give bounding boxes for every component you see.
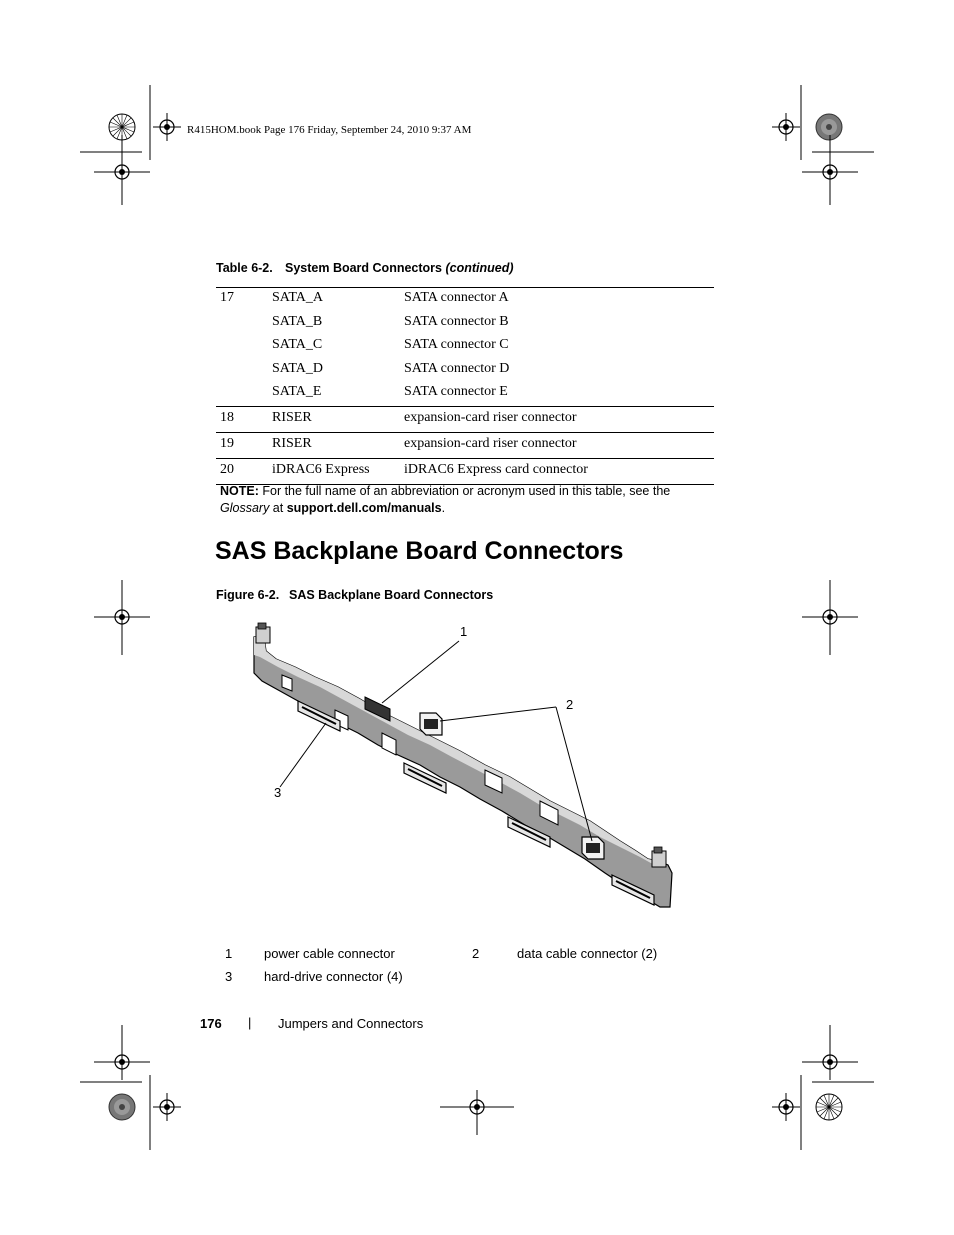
table-caption-suffix: (continued) [445, 261, 514, 275]
item-cell: 19 [216, 432, 272, 458]
table-caption-number: Table 6-2. [216, 261, 273, 275]
item-cell: 20 [216, 458, 272, 484]
description-cell: SATA connector B [404, 313, 509, 329]
note-end: . [441, 501, 446, 515]
connector-cell: SATA_B [272, 313, 323, 329]
item-cell [216, 312, 272, 336]
data-cable-connector [420, 713, 442, 735]
note-text: For the full name of an abbreviation or acronym used in this table, see the [258, 484, 671, 498]
legend-label-2: data cable connector (2) [517, 946, 658, 961]
item-cell: 17 [216, 288, 272, 312]
legend-num-2: 2 [472, 946, 480, 961]
table-row [216, 406, 714, 432]
callout-3: 3 [274, 785, 282, 800]
connector-cell: SATA_D [272, 360, 323, 376]
description-cell: expansion-card riser connector [404, 432, 714, 458]
note-text-at: at [269, 501, 287, 515]
footer-separator: | [248, 1015, 252, 1030]
connector-cell: SATA_E [272, 384, 322, 399]
description-cell: SATA connector D [404, 360, 510, 376]
table-row [216, 335, 714, 359]
page-number: 176 [200, 1016, 222, 1031]
callout-2: 2 [566, 697, 574, 712]
data-cable-connector [582, 837, 604, 859]
connector-cell: iDRAC6 Express [272, 458, 404, 484]
table-caption [216, 261, 514, 275]
connector-cell: SATA_A [272, 288, 404, 312]
table-row [216, 359, 714, 383]
print-header: R415HOM.book Page 176 Friday, September 24, 2010 9:37 AM [187, 124, 472, 136]
table-row [216, 458, 714, 484]
backplane-board [254, 637, 672, 907]
item-cell: 18 [216, 406, 272, 432]
item-cell [216, 359, 272, 383]
note-paragraph [220, 483, 720, 517]
connector-cell: RISER [272, 406, 404, 432]
item-cell [216, 335, 272, 359]
table-row [216, 312, 714, 336]
description-cell: expansion-card riser connector [404, 406, 714, 432]
description-cell: SATA connector A [404, 288, 714, 312]
sas-backplane-illustration [240, 615, 700, 915]
figure-caption-title: SAS Backplane Board Connectors [289, 588, 494, 602]
table-row [216, 382, 714, 406]
figure-caption [216, 588, 493, 602]
item-cell [216, 382, 272, 406]
description-cell: SATA connector C [404, 337, 509, 352]
description-cell: iDRAC6 Express card connector [404, 458, 714, 484]
legend-label-3: hard-drive connector (4) [264, 969, 403, 984]
description-cell: SATA connector E [404, 384, 508, 399]
legend-num-1: 1 [225, 946, 233, 961]
legend-num-3: 3 [225, 969, 233, 984]
note-link[interactable]: support.dell.com/manuals [286, 501, 442, 515]
callout-1: 1 [460, 624, 468, 639]
footer-section-title: Jumpers and Connectors [278, 1016, 424, 1031]
note-label: NOTE: [220, 484, 259, 498]
table-row [216, 288, 714, 312]
note-glossary: Glossary [220, 501, 270, 515]
system-board-connectors-table [216, 287, 714, 485]
connector-cell: RISER [272, 432, 404, 458]
figure-caption-number: Figure 6-2. [216, 588, 280, 602]
section-title: SAS Backplane Board Connectors [215, 537, 624, 565]
connector-cell: SATA_C [272, 337, 323, 352]
table-row [216, 432, 714, 458]
table-caption-title: System Board Connectors [285, 261, 442, 275]
legend-label-1: power cable connector [264, 946, 395, 961]
